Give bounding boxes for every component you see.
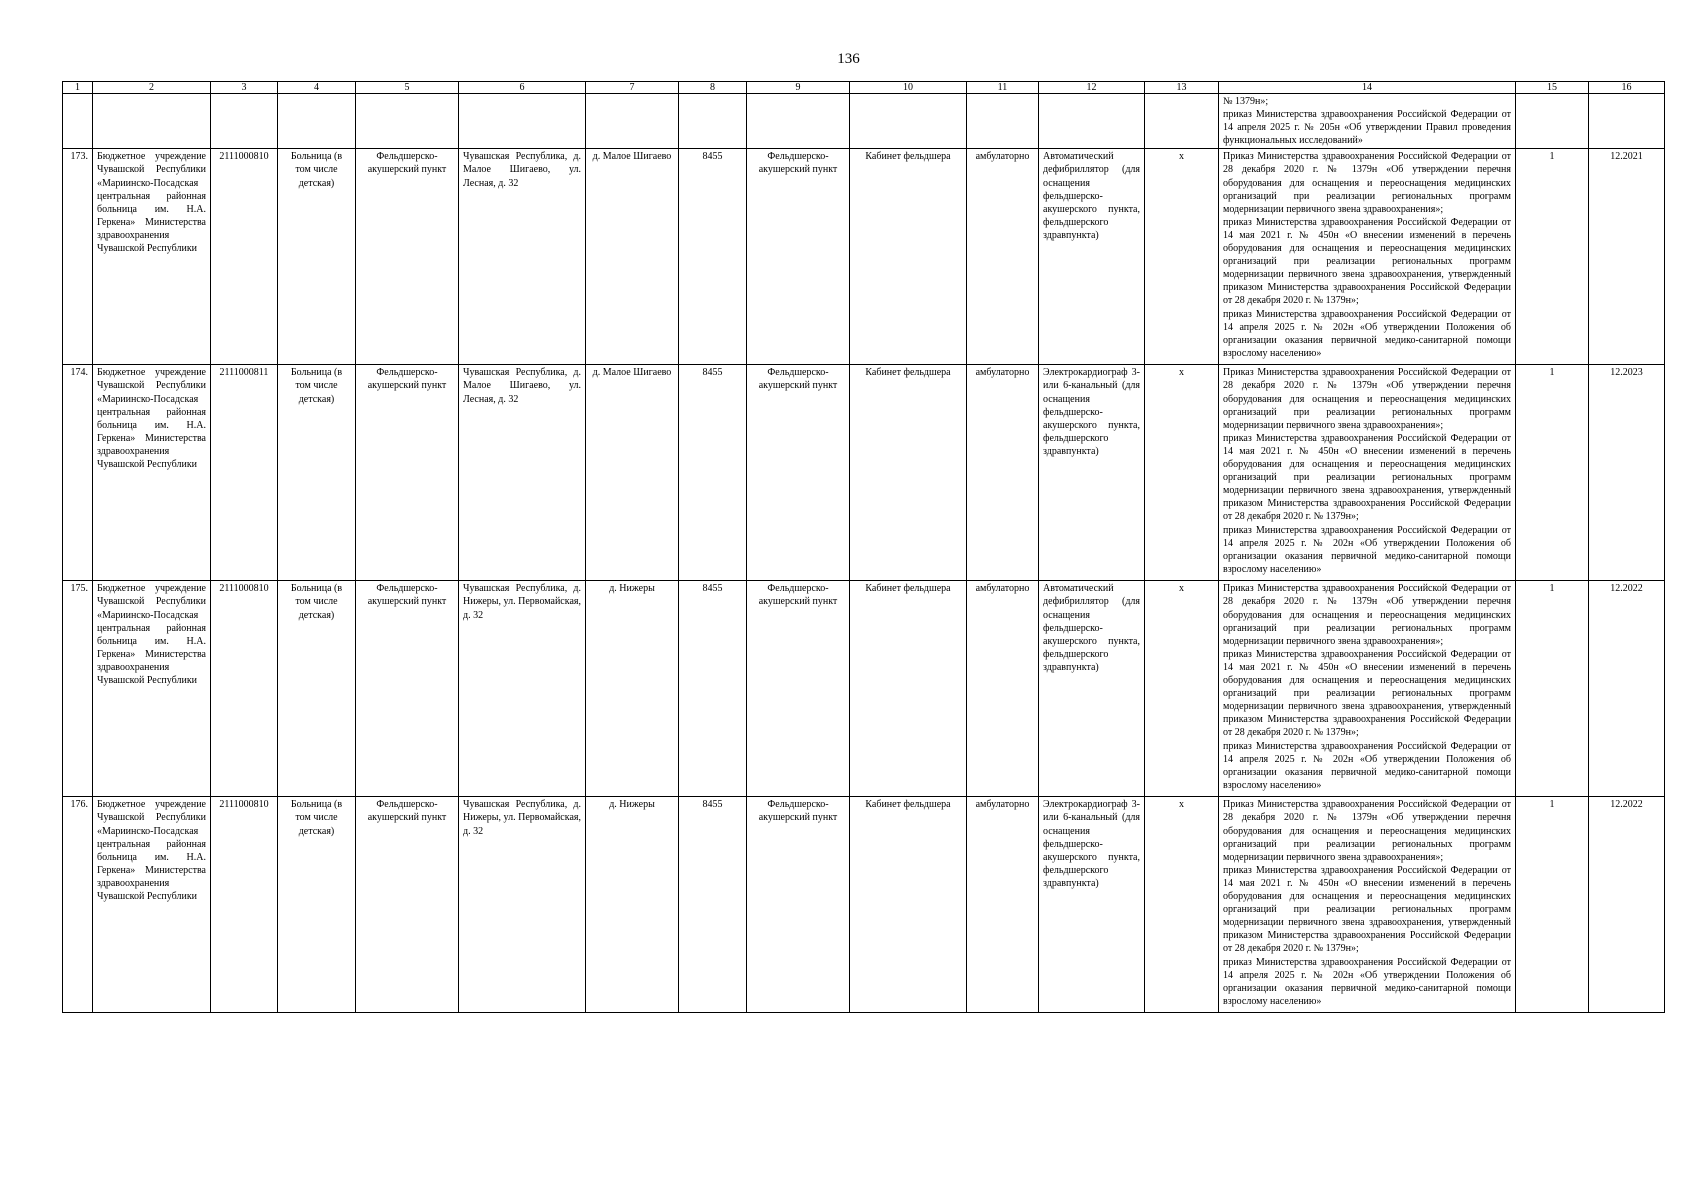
code-8455-cell: 8455 bbox=[679, 581, 747, 797]
department-cell: Фельдшерско-акушерский пункт bbox=[747, 581, 850, 797]
row-number-cell: 175. bbox=[63, 581, 93, 797]
care-form-cell: амбулаторно bbox=[967, 797, 1039, 1013]
continuation-basis-cell: № 1379н»; приказ Министерства здравоохранения Российской Федерации от 14 апреля 2025 г. № 205н «Об утверждении Правил проведения функциональных исследований» bbox=[1219, 94, 1516, 149]
organization-cell: Бюджетное учреждение Чувашской Республики «Мариинско-Посадская центральная районная больница им. Н.А. Геркена» Министерства здравоохранения Чувашской Республики bbox=[93, 149, 211, 365]
row-number-cell: 173. bbox=[63, 149, 93, 365]
facility-type-cell: Больница (в том числе детская) bbox=[278, 365, 356, 581]
column-number: 10 bbox=[850, 82, 967, 94]
column-number: 3 bbox=[211, 82, 278, 94]
locality-cell: д. Нижеры bbox=[586, 581, 679, 797]
equipment-cell: Автоматический дефибриллятор (для оснащения фельдшерско-акушерского пункта, фельдшерского здравпункта) bbox=[1039, 149, 1145, 365]
code-8455-cell: 8455 bbox=[679, 365, 747, 581]
unit-cell: Фельдшерско-акушерский пункт bbox=[356, 797, 459, 1013]
address-cell: Чувашская Республика, д. Нижеры, ул. Первомайская, д. 32 bbox=[459, 581, 586, 797]
column-number: 1 bbox=[63, 82, 93, 94]
quantity-cell: 1 bbox=[1516, 365, 1589, 581]
unit-cell: Фельдшерско-акушерский пункт bbox=[356, 581, 459, 797]
department-cell: Фельдшерско-акушерский пункт bbox=[747, 365, 850, 581]
care-form-cell: амбулаторно bbox=[967, 365, 1039, 581]
equipment-table bbox=[62, 81, 1665, 1013]
column-number: 4 bbox=[278, 82, 356, 94]
column-number: 6 bbox=[459, 82, 586, 94]
organization-cell: Бюджетное учреждение Чувашской Республики «Мариинско-Посадская центральная районная больница им. Н.А. Геркена» Министерства здравоохранения Чувашской Республики bbox=[93, 581, 211, 797]
legal-basis-cell: Приказ Министерства здравоохранения Российской Федерации от 28 декабря 2020 г. № 1379н «Об утверждении перечня оборудования для оснащения и переоснащения медицинских организаций при реализации региональных программ модернизации первичного звена здравоохранения»; приказ Министерства здравоохранения Российской Федерации от 14 мая 2021 г. № 450н «О внесении изменений в перечень оборудования для оснащения и переоснащения медицинских организаций при реализации региональных программ модернизации первичного звена здравоохранения, утвержденный приказом Министерства здравоохранения Российской Федерации от 28 декабря 2020 г. № 1379н»; приказ Министерства здравоохранения Российской Федерации от 14 апреля 2025 г. № 202н «Об утверждении Положения об организации оказания первичной медико-санитарной помощи взрослому населению» bbox=[1219, 365, 1516, 581]
room-cell: Кабинет фельдшера bbox=[850, 365, 967, 581]
legal-basis-cell: Приказ Министерства здравоохранения Российской Федерации от 28 декабря 2020 г. № 1379н «Об утверждении перечня оборудования для оснащения и переоснащения медицинских организаций при реализации региональных программ модернизации первичного звена здравоохранения»; приказ Министерства здравоохранения Российской Федерации от 14 мая 2021 г. № 450н «О внесении изменений в перечень оборудования для оснащения и переоснащения медицинских организаций при реализации региональных программ модернизации первичного звена здравоохранения, утвержденный приказом Министерства здравоохранения Российской Федерации от 28 декабря 2020 г. № 1379н»; приказ Министерства здравоохранения Российской Федерации от 14 апреля 2025 г. № 202н «Об утверждении Положения об организации оказания первичной медико-санитарной помощи взрослому населению» bbox=[1219, 149, 1516, 365]
equipment-cell: Электрокардиограф 3- или 6-канальный (для оснащения фельдшерско-акушерского пункта, фельдшерского здравпункта) bbox=[1039, 365, 1145, 581]
column-number: 9 bbox=[747, 82, 850, 94]
organization-cell: Бюджетное учреждение Чувашской Республики «Мариинско-Посадская центральная районная больница им. Н.А. Геркена» Министерства здравоохранения Чувашской Республики bbox=[93, 797, 211, 1013]
address-cell: Чувашская Республика, д. Нижеры, ул. Первомайская, д. 32 bbox=[459, 797, 586, 1013]
address-cell: Чувашская Республика, д. Малое Шигаево, ул. Лесная, д. 32 bbox=[459, 365, 586, 581]
date-cell: 12.2022 bbox=[1589, 581, 1665, 797]
facility-type-cell: Больница (в том числе детская) bbox=[278, 149, 356, 365]
column-number: 16 bbox=[1589, 82, 1665, 94]
table-row bbox=[63, 797, 1665, 1013]
code-8455-cell: 8455 bbox=[679, 149, 747, 365]
locality-cell: д. Малое Шигаево bbox=[586, 365, 679, 581]
code-8455-cell: 8455 bbox=[679, 797, 747, 1013]
unit-cell: Фельдшерско-акушерский пункт bbox=[356, 149, 459, 365]
room-cell: Кабинет фельдшера bbox=[850, 797, 967, 1013]
code-cell: 2111000810 bbox=[211, 581, 278, 797]
table-row bbox=[63, 365, 1665, 581]
column-number: 7 bbox=[586, 82, 679, 94]
mark-cell: x bbox=[1145, 149, 1219, 365]
legal-basis-cell: Приказ Министерства здравоохранения Российской Федерации от 28 декабря 2020 г. № 1379н «Об утверждении перечня оборудования для оснащения и переоснащения медицинских организаций при реализации региональных программ модернизации первичного звена здравоохранения»; приказ Министерства здравоохранения Российской Федерации от 14 мая 2021 г. № 450н «О внесении изменений в перечень оборудования для оснащения и переоснащения медицинских организаций при реализации региональных программ модернизации первичного звена здравоохранения, утвержденный приказом Министерства здравоохранения Российской Федерации от 28 декабря 2020 г. № 1379н»; приказ Министерства здравоохранения Российской Федерации от 14 апреля 2025 г. № 202н «Об утверждении Положения об организации оказания первичной медико-санитарной помощи взрослому населению» bbox=[1219, 797, 1516, 1013]
room-cell: Кабинет фельдшера bbox=[850, 149, 967, 365]
equipment-cell: Электрокардиограф 3- или 6-канальный (для оснащения фельдшерско-акушерского пункта, фельдшерского здравпункта) bbox=[1039, 797, 1145, 1013]
care-form-cell: амбулаторно bbox=[967, 149, 1039, 365]
row-number-cell: 176. bbox=[63, 797, 93, 1013]
facility-type-cell: Больница (в том числе детская) bbox=[278, 797, 356, 1013]
mark-cell: x bbox=[1145, 581, 1219, 797]
care-form-cell: амбулаторно bbox=[967, 581, 1039, 797]
mark-cell: x bbox=[1145, 797, 1219, 1013]
page-number: 136 bbox=[837, 51, 860, 67]
unit-cell: Фельдшерско-акушерский пункт bbox=[356, 365, 459, 581]
equipment-cell: Автоматический дефибриллятор (для оснащения фельдшерско-акушерского пункта, фельдшерского здравпункта) bbox=[1039, 581, 1145, 797]
column-number: 14 bbox=[1219, 82, 1516, 94]
department-cell: Фельдшерско-акушерский пункт bbox=[747, 797, 850, 1013]
column-number: 11 bbox=[967, 82, 1039, 94]
date-cell: 12.2021 bbox=[1589, 149, 1665, 365]
column-number-header bbox=[63, 82, 1665, 94]
room-cell: Кабинет фельдшера bbox=[850, 581, 967, 797]
address-cell: Чувашская Республика, д. Малое Шигаево, ул. Лесная, д. 32 bbox=[459, 149, 586, 365]
column-number: 13 bbox=[1145, 82, 1219, 94]
locality-cell: д. Нижеры bbox=[586, 797, 679, 1013]
table-row bbox=[63, 149, 1665, 365]
quantity-cell: 1 bbox=[1516, 581, 1589, 797]
table-row bbox=[63, 581, 1665, 797]
quantity-cell: 1 bbox=[1516, 149, 1589, 365]
column-number: 8 bbox=[679, 82, 747, 94]
column-number: 12 bbox=[1039, 82, 1145, 94]
code-cell: 2111000810 bbox=[211, 149, 278, 365]
column-number: 15 bbox=[1516, 82, 1589, 94]
facility-type-cell: Больница (в том числе детская) bbox=[278, 581, 356, 797]
locality-cell: д. Малое Шигаево bbox=[586, 149, 679, 365]
department-cell: Фельдшерско-акушерский пункт bbox=[747, 149, 850, 365]
column-number: 5 bbox=[356, 82, 459, 94]
mark-cell: x bbox=[1145, 365, 1219, 581]
row-number-cell: 174. bbox=[63, 365, 93, 581]
organization-cell: Бюджетное учреждение Чувашской Республики «Мариинско-Посадская центральная районная больница им. Н.А. Геркена» Министерства здравоохранения Чувашской Республики bbox=[93, 365, 211, 581]
date-cell: 12.2022 bbox=[1589, 797, 1665, 1013]
column-number: 2 bbox=[93, 82, 211, 94]
code-cell: 2111000811 bbox=[211, 365, 278, 581]
date-cell: 12.2023 bbox=[1589, 365, 1665, 581]
continuation-row bbox=[63, 94, 1665, 149]
code-cell: 2111000810 bbox=[211, 797, 278, 1013]
legal-basis-cell: Приказ Министерства здравоохранения Российской Федерации от 28 декабря 2020 г. № 1379н «Об утверждении перечня оборудования для оснащения и переоснащения медицинских организаций при реализации региональных программ модернизации первичного звена здравоохранения»; приказ Министерства здравоохранения Российской Федерации от 14 мая 2021 г. № 450н «О внесении изменений в перечень оборудования для оснащения и переоснащения медицинских организаций при реализации региональных программ модернизации первичного звена здравоохранения, утвержденный приказом Министерства здравоохранения Российской Федерации от 28 декабря 2020 г. № 1379н»; приказ Министерства здравоохранения Российской Федерации от 14 апреля 2025 г. № 202н «Об утверждении Положения об организации оказания первичной медико-санитарной помощи взрослому населению» bbox=[1219, 581, 1516, 797]
quantity-cell: 1 bbox=[1516, 797, 1589, 1013]
